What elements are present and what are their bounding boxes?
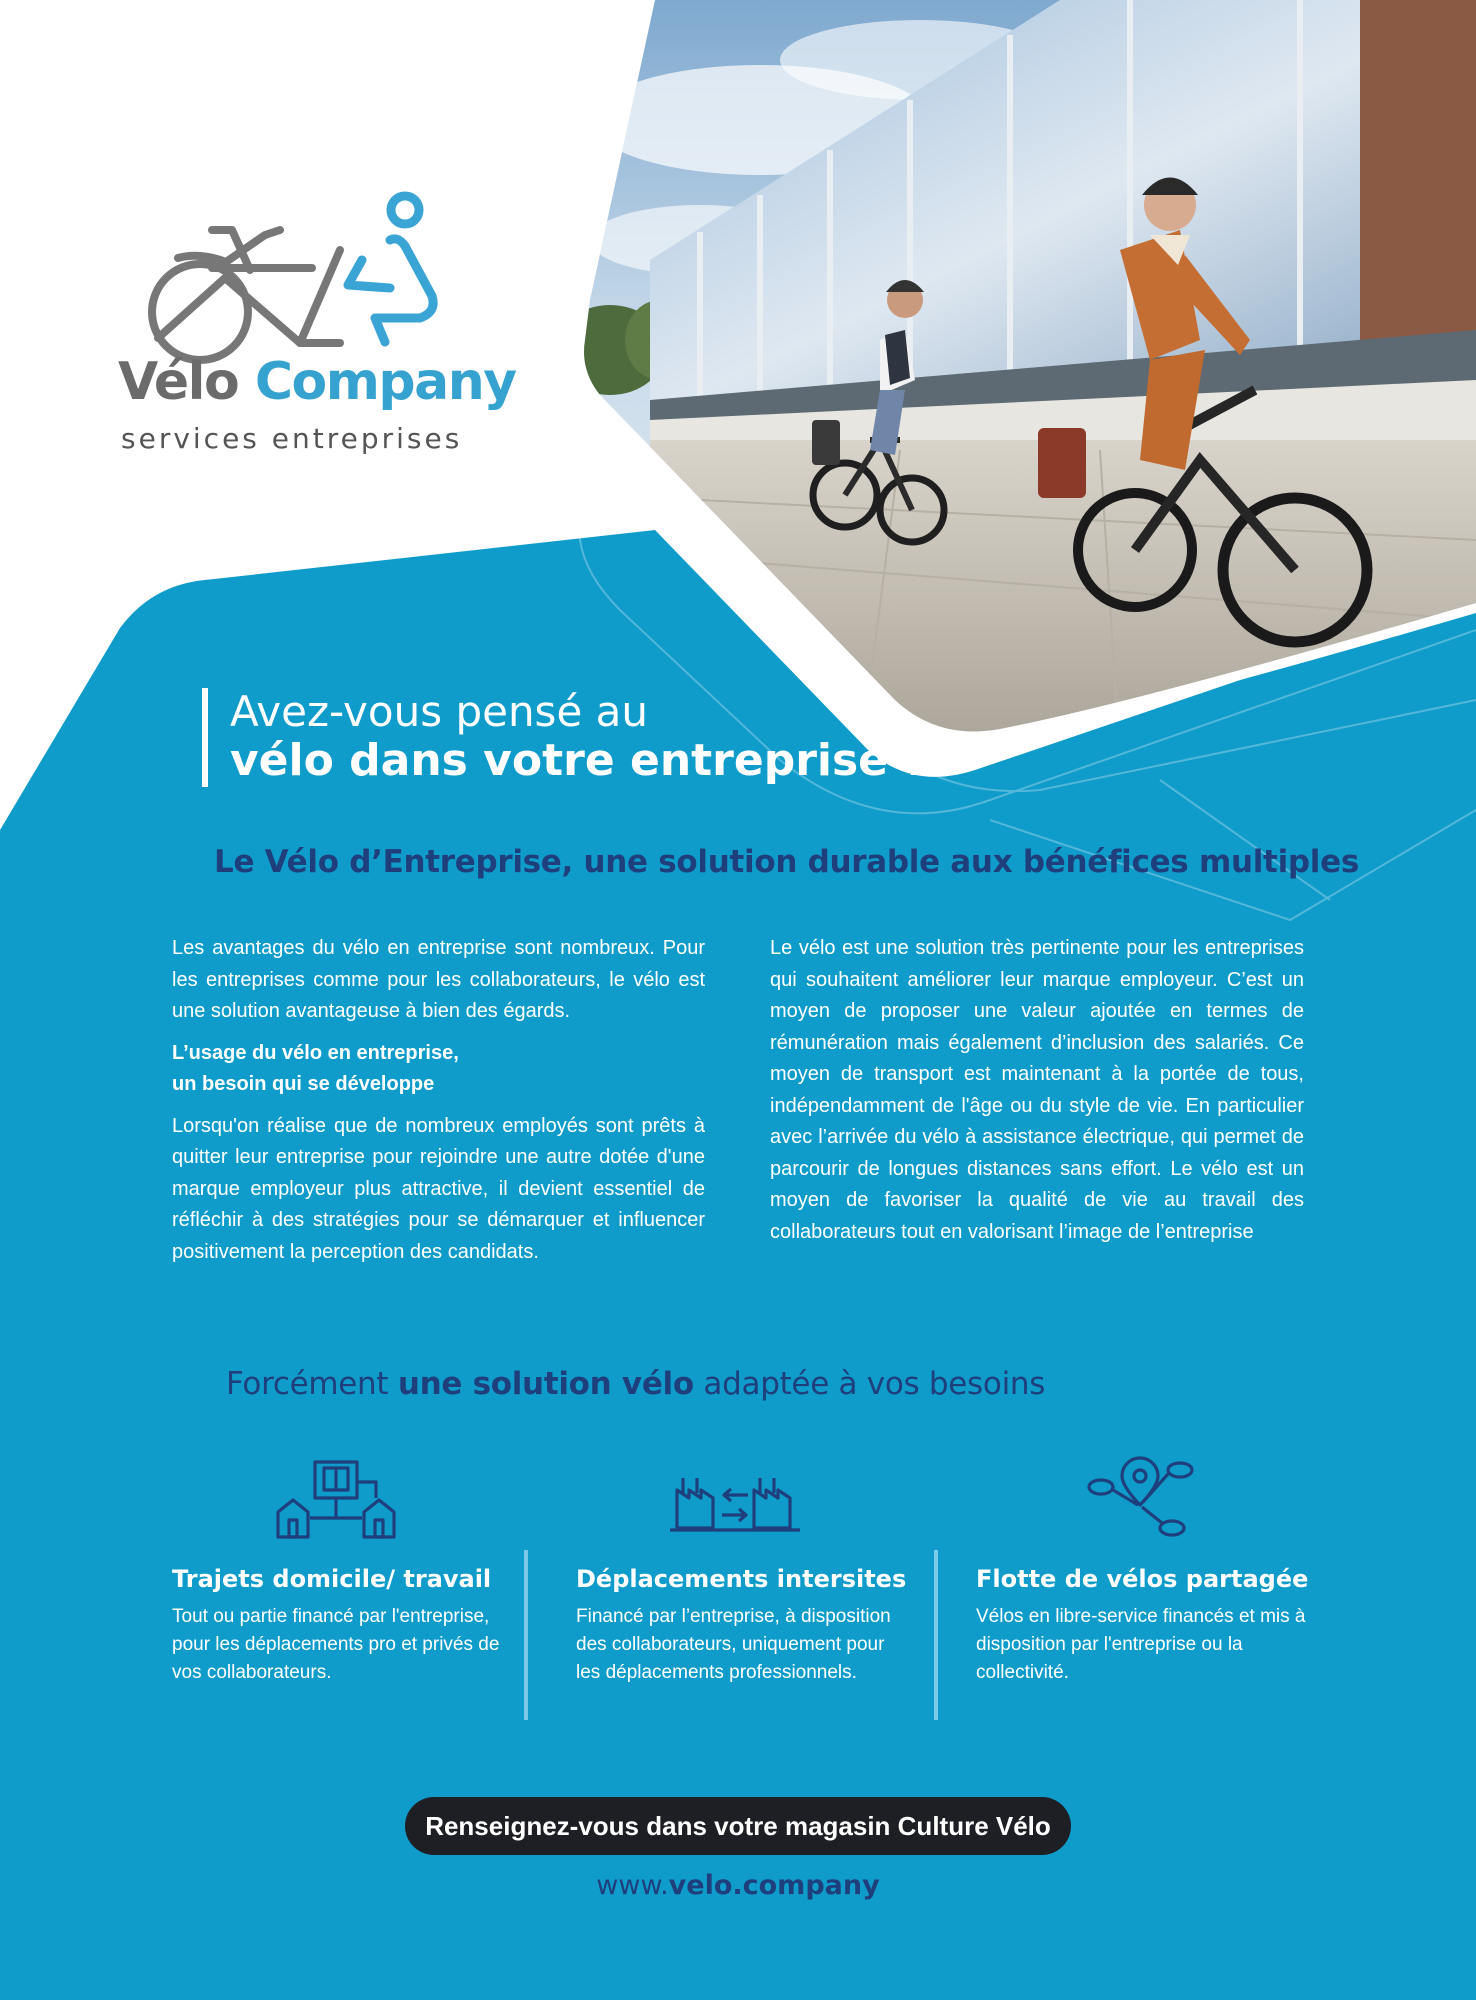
solutions-title-part-2: une solution vélo bbox=[397, 1366, 694, 1402]
right-column bbox=[770, 933, 1304, 1248]
feature-text: Tout ou partie financé par l'entreprise, pour les déplacements pro et privés de vos collaborateurs. bbox=[172, 1606, 500, 1683]
feature-text: Financé par l’entreprise, à disposition des collaborateurs, uniquement pour les déplacements professionnels. bbox=[576, 1606, 891, 1683]
cta-label: Renseignez-vous dans votre magasin Culture Vélo bbox=[425, 1810, 1051, 1841]
logo-brand-word-1: Vélo bbox=[118, 352, 239, 412]
website-domain: velo.company bbox=[668, 1870, 880, 1901]
feature-title: Flotte de vélos partagée bbox=[976, 1565, 1309, 1593]
feature-divider bbox=[934, 1550, 938, 1720]
feature-shared-fleet bbox=[976, 1565, 1309, 1687]
left-column bbox=[172, 933, 705, 1268]
usage-heading-line-2: un besoin qui se développe bbox=[172, 1073, 435, 1095]
website-link[interactable] bbox=[0, 1870, 1476, 1901]
subtitle: Le Vélo d’Entreprise, une solution durable aux bénéfices multiples bbox=[214, 844, 1359, 880]
feature-text: Vélos en libre-service financés et mis à disposition par l'entreprise ou la collectivité. bbox=[976, 1606, 1306, 1683]
website-prefix: www. bbox=[596, 1870, 669, 1901]
feature-title: Déplacements intersites bbox=[576, 1565, 907, 1593]
feature-title: Trajets domicile/ travail bbox=[172, 1565, 492, 1593]
usage-heading-line-1: L’usage du vélo en entreprise, bbox=[172, 1041, 459, 1064]
logo-brand-word-2: Company bbox=[254, 352, 516, 412]
feature-intersite bbox=[576, 1565, 906, 1687]
solutions-title-part-1: Forcément bbox=[226, 1366, 398, 1402]
headline-line-2: vélo dans votre entreprise ? bbox=[230, 735, 929, 787]
solutions-title bbox=[226, 1366, 1045, 1402]
logo bbox=[118, 352, 516, 455]
bicycle-and-rider-icon bbox=[152, 196, 433, 360]
left-body-paragraph: Lorsqu'on réalise que de nombreux employés sont prêts à quitter leur entreprise pour rejoindre une autre dotée d'une marque employeur plus attractive, il devient essentiel de réfléchir à des stratégies pour se démarquer et influencer positivement la perception des candidats. bbox=[172, 1114, 705, 1263]
headline-line-1: Avez-vous pensé au bbox=[230, 687, 648, 736]
logo-brand bbox=[118, 352, 516, 412]
usage-heading bbox=[172, 1038, 705, 1101]
intro-paragraph: Les avantages du vélo en entreprise sont nombreux. Pour les entreprises comme pour les collaborateurs, le vélo est une solution avantageuse à bien des égards. bbox=[172, 937, 705, 1022]
feature-divider bbox=[524, 1550, 528, 1720]
logo-tagline: services entreprises bbox=[121, 422, 463, 455]
feature-home-work bbox=[172, 1565, 502, 1687]
solutions-title-part-3: adaptée à vos besoins bbox=[693, 1366, 1046, 1402]
cta-banner bbox=[405, 1797, 1071, 1855]
headline bbox=[202, 688, 929, 787]
right-body-paragraph: Le vélo est une solution très pertinente pour les entreprises qui souhaitent améliorer leur marque employeur. C’est un moyen de proposer une valeur ajoutée en termes de rémunération mais également d’inclusion des salariés. Ce moyen de transport est maintenant à la portée de tous, indépendamment de l'âge ou du style de vie. En particulier avec l’arrivée du vélo à assistance électrique, qui permet de parcourir de longues distances sans effort. Le vélo est un moyen de favoriser la qualité de vie au travail des collaborateurs tout en valorisant l’image de l’entreprise bbox=[770, 937, 1304, 1243]
